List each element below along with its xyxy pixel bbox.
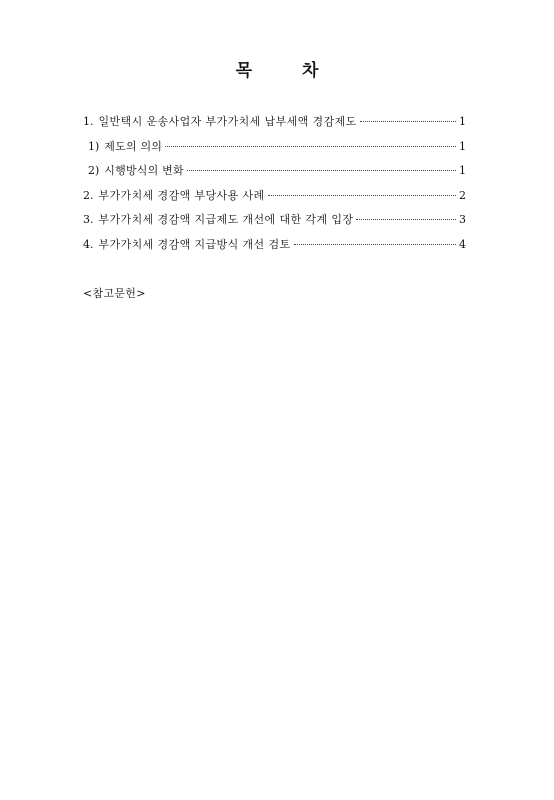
toc-entry-3[interactable] [83,208,466,233]
toc-entry-page: 3 [459,213,466,227]
dot-leader [268,195,456,196]
toc-entry-page: 1 [459,164,466,178]
toc-entry-4[interactable] [83,233,466,258]
toc-entry-number: 1) [88,139,100,153]
toc-entry-title: 일반택시 운송사업자 부가가치세 납부세액 경감제도 [98,115,357,128]
toc-entry-number: 2. [83,188,94,202]
toc-entry-page: 2 [459,188,466,202]
toc-entry-title: 부가가치세 경감액 지급제도 개선에 대한 각계 입장 [98,213,354,227]
toc-entry-1[interactable] [83,110,466,135]
toc-entry-title: 제도의 의의 [104,139,163,153]
dot-leader [294,244,456,245]
toc-entry-number: 3. [83,213,94,227]
toc-entry-title: 시행방식의 변화 [104,164,184,178]
toc-entry-title: 부가가치세 경감액 부당사용 사례 [98,188,265,202]
toc-entry-number: 2) [88,164,100,178]
dot-leader [360,121,456,122]
toc-entry-page: 4 [459,237,466,251]
toc-entry-page: 1 [459,139,466,153]
dot-leader [187,170,456,171]
table-of-contents [83,110,466,258]
toc-entry-page: 1 [459,115,466,128]
toc-title: 목 차 [235,61,341,81]
toc-entry-1-2[interactable] [83,159,466,184]
references-heading[interactable]: <참고문헌> [83,287,146,300]
dot-leader [165,146,456,147]
dot-leader [356,219,456,220]
toc-entry-number: 1. [83,115,94,128]
toc-entry-number: 4. [83,237,94,251]
toc-entry-title: 부가가치세 경감액 지급방식 개선 검토 [98,237,291,251]
toc-entry-1-1[interactable] [83,135,466,160]
toc-entry-2[interactable] [83,184,466,209]
